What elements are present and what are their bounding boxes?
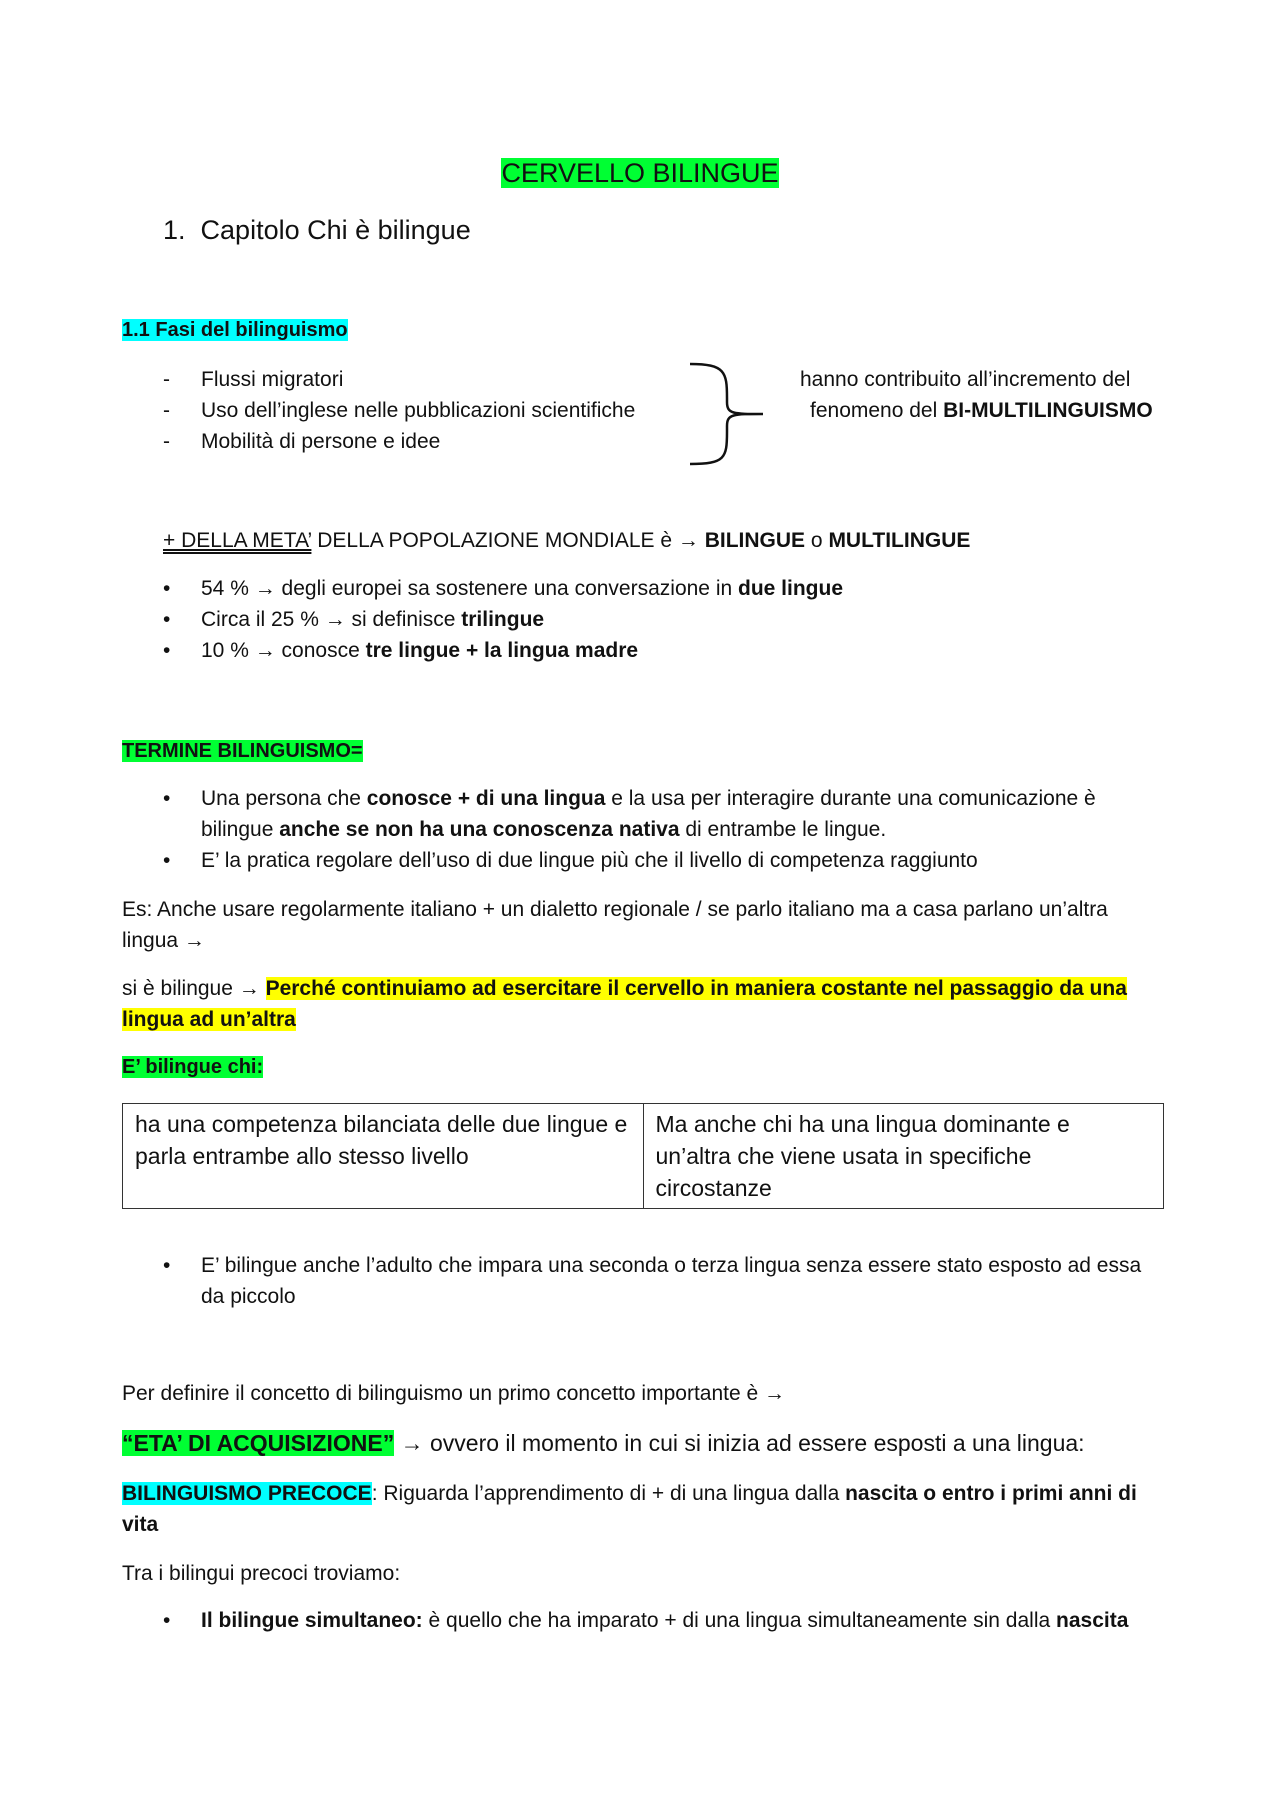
- example-paragraph: Es: Anche usare regolarmente italiano + un dialetto regionale / se parlo italiano ma a casa parlano un’altra lingua →: [122, 898, 1108, 952]
- list-item: - Flussi migratori: [163, 368, 344, 391]
- section-heading-1-1: 1.1 Fasi del bilinguismo: [122, 319, 348, 341]
- term-list: [163, 783, 1163, 876]
- term-heading: TERMINE BILINGUISMO=: [122, 740, 363, 762]
- age-line: “ETA’ DI ACQUISIZIONE” → ovvero il momento in cui si inizia ad essere esposti a una lingua:: [122, 1430, 1085, 1456]
- list-item: - Mobilità di persone e idee: [163, 430, 441, 453]
- chapter-number: 1.: [163, 215, 186, 245]
- define-line: Per definire il concetto di bilinguismo un primo concetto importante è →: [122, 1382, 785, 1405]
- list-item: • Il bilingue simultaneo: è quello che ha imparato + di una lingua simultaneamente sin dalla nascita: [163, 1609, 1129, 1632]
- list-item: • Circa il 25 % → si definisce trilingue: [163, 608, 545, 631]
- early-intro: Tra i bilingui precoci troviamo:: [122, 1562, 401, 1585]
- list-item: • E’ bilingue anche l’adulto che impara una seconda o terza lingua senza essere stato esposto ad essa da piccolo: [163, 1254, 1142, 1308]
- table-cell-left: ha una competenza bilanciata delle due lingue e parla entrambe allo stesso livello: [123, 1104, 644, 1209]
- who-heading: E’ bilingue chi:: [122, 1056, 264, 1078]
- table-row: [123, 1104, 1164, 1209]
- curly-brace-icon: [685, 358, 770, 470]
- list-item: • 10 % → conosce tre lingue + la lingua madre: [163, 639, 639, 662]
- page-title: CERVELLO BILINGUE: [501, 158, 779, 188]
- comparison-table: [122, 1103, 1164, 1209]
- stats-list: [163, 573, 1163, 666]
- early-bilingualism: BILINGUISMO PRECOCE: Riguarda l’apprendimento di + di una lingua dalla nascita o entro i primi anni di vita: [122, 1482, 1137, 1536]
- population-line: + DELLA META’ DELLA POPOLAZIONE MONDIALE è → BILINGUE o MULTILINGUE: [163, 529, 971, 552]
- list-item: - Uso dell’inglese nelle pubblicazioni scientifiche: [163, 399, 636, 422]
- chapter-title: Capitolo Chi è bilingue: [200, 215, 471, 245]
- table-cell-right: Ma anche chi ha una lingua dominante e un’altra che viene usata in specifiche circostanze: [643, 1104, 1164, 1209]
- list-item: • Una persona che conosce + di una lingua e la usa per interagire durante una comunicazione è bilingue anche se non ha una conoscenza nativa di entrambe le lingue.: [163, 787, 1096, 841]
- list-item: • 54 % → degli europei sa sostenere una conversazione in due lingue: [163, 577, 843, 600]
- factors-list: [163, 364, 723, 457]
- bilingual-reason: si è bilingue → Perché continuiamo ad esercitare il cervello in maniera costante nel passaggio da una lingua ad un’altra: [122, 977, 1127, 1031]
- chapter-heading: [163, 212, 471, 248]
- early-types-list: [163, 1605, 1163, 1636]
- adult-list: [163, 1250, 1163, 1312]
- list-item: • E’ la pratica regolare dell’uso di due lingue più che il livello di competenza raggiunto: [163, 849, 978, 872]
- factors-conclusion: hanno contribuito all’incremento del fenomeno del BI-MULTILINGUISMO: [800, 368, 1153, 422]
